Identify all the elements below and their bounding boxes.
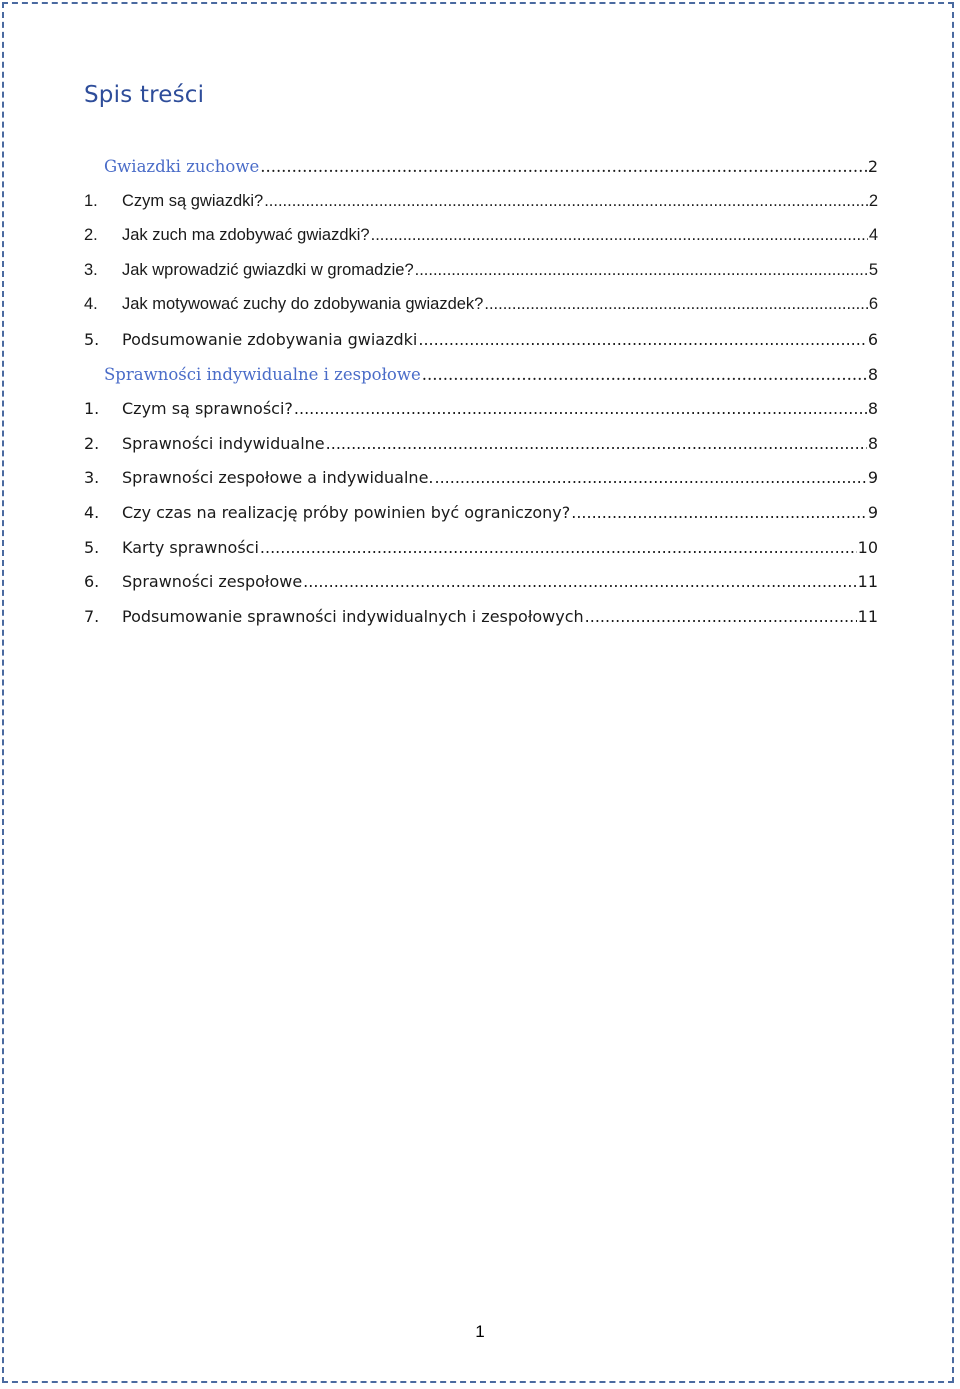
dot-leader: [422, 365, 867, 384]
toc-entry-text: Sprawności indywidualne i zespołowe: [104, 365, 421, 384]
toc-entry-text: Gwiazdki zuchowe: [104, 157, 260, 176]
dot-leader: [415, 261, 868, 280]
toc-entry-number: 2.: [84, 434, 100, 453]
toc-page-number: 9: [867, 468, 878, 487]
toc-page-number: 8: [867, 434, 878, 453]
toc-entry[interactable]: [84, 192, 878, 218]
dot-leader: [484, 295, 867, 314]
toc-page-number: 8: [867, 399, 878, 418]
dot-leader: [435, 468, 867, 487]
toc-entry[interactable]: [84, 468, 878, 494]
toc-entry-number: 1.: [84, 399, 100, 418]
toc-entry-text: Podsumowanie zdobywania gwiazdki: [122, 330, 418, 349]
toc-entry-text: Jak zuch ma zdobywać gwiazdki?: [122, 226, 370, 244]
dot-leader: [260, 157, 867, 176]
toc-page-number: 11: [857, 607, 878, 626]
toc-entry-number: 5.: [84, 538, 100, 557]
toc-entry-text: Sprawności indywidualne: [122, 434, 325, 453]
toc-page-number: 5: [868, 261, 878, 279]
toc-entry-text: Czy czas na realizację próby powinien być ograniczony?: [122, 503, 571, 522]
dot-leader: [371, 226, 868, 245]
toc-entry[interactable]: [84, 607, 878, 633]
toc-page-number: 8: [867, 365, 878, 384]
toc-entry[interactable]: [84, 261, 878, 287]
dot-leader: [260, 538, 857, 557]
dot-leader: [585, 607, 857, 626]
toc-title: Spis treści: [84, 82, 205, 108]
toc-entry-number: 4.: [84, 295, 98, 313]
toc-page-number: 10: [857, 538, 878, 557]
dot-leader: [264, 192, 868, 211]
toc-entry[interactable]: [84, 330, 878, 356]
toc-page-number: 11: [857, 572, 878, 591]
toc-entry-text: Podsumowanie sprawności indywidualnych i zespołowych: [122, 607, 584, 626]
toc-page-number: 2: [868, 192, 878, 210]
dot-leader: [326, 434, 867, 453]
toc-entry-text: Jak motywować zuchy do zdobywania gwiazdek?: [122, 295, 484, 313]
toc-page-number: 6: [868, 295, 878, 313]
dot-leader: [571, 503, 867, 522]
dot-leader: [294, 399, 867, 418]
toc-page-number: 4: [868, 226, 878, 244]
toc-entry[interactable]: [84, 572, 878, 598]
toc-entry-number: 7.: [84, 607, 100, 626]
toc-section-entry[interactable]: [84, 157, 878, 183]
toc-entry[interactable]: [84, 295, 878, 321]
toc-entry-text: Czym są gwiazdki?: [122, 192, 264, 210]
toc-section-entry[interactable]: [84, 365, 878, 391]
toc-entry-text: Karty sprawności: [122, 538, 259, 557]
dot-leader: [418, 330, 866, 349]
toc-entry[interactable]: [84, 226, 878, 252]
toc-entry-text: Sprawności zespołowe: [122, 572, 303, 591]
toc-entry-number: 6.: [84, 572, 100, 591]
toc-page-number: 9: [867, 503, 878, 522]
toc-entry[interactable]: [84, 538, 878, 564]
toc-entry-number: 3.: [84, 261, 98, 279]
toc-entry[interactable]: [84, 503, 878, 529]
toc-entry-number: 4.: [84, 503, 100, 522]
toc-page-number: 2: [867, 157, 878, 176]
toc-entry-text: Sprawności zespołowe a indywidualne.: [122, 468, 434, 487]
toc-entry[interactable]: [84, 434, 878, 460]
toc-entry-number: 5.: [84, 330, 100, 349]
toc-entry-number: 1.: [84, 192, 98, 210]
toc-entry-text: Jak wprowadzić gwiazdki w gromadzie?: [122, 261, 414, 279]
toc-page-number: 6: [867, 330, 878, 349]
toc-entry-text: Czym są sprawności?: [122, 399, 293, 418]
toc-entry-number: 3.: [84, 468, 100, 487]
toc-entry[interactable]: [84, 399, 878, 425]
dot-leader: [303, 572, 856, 591]
toc-entry-number: 2.: [84, 226, 98, 244]
page-number: 1: [475, 1322, 485, 1341]
